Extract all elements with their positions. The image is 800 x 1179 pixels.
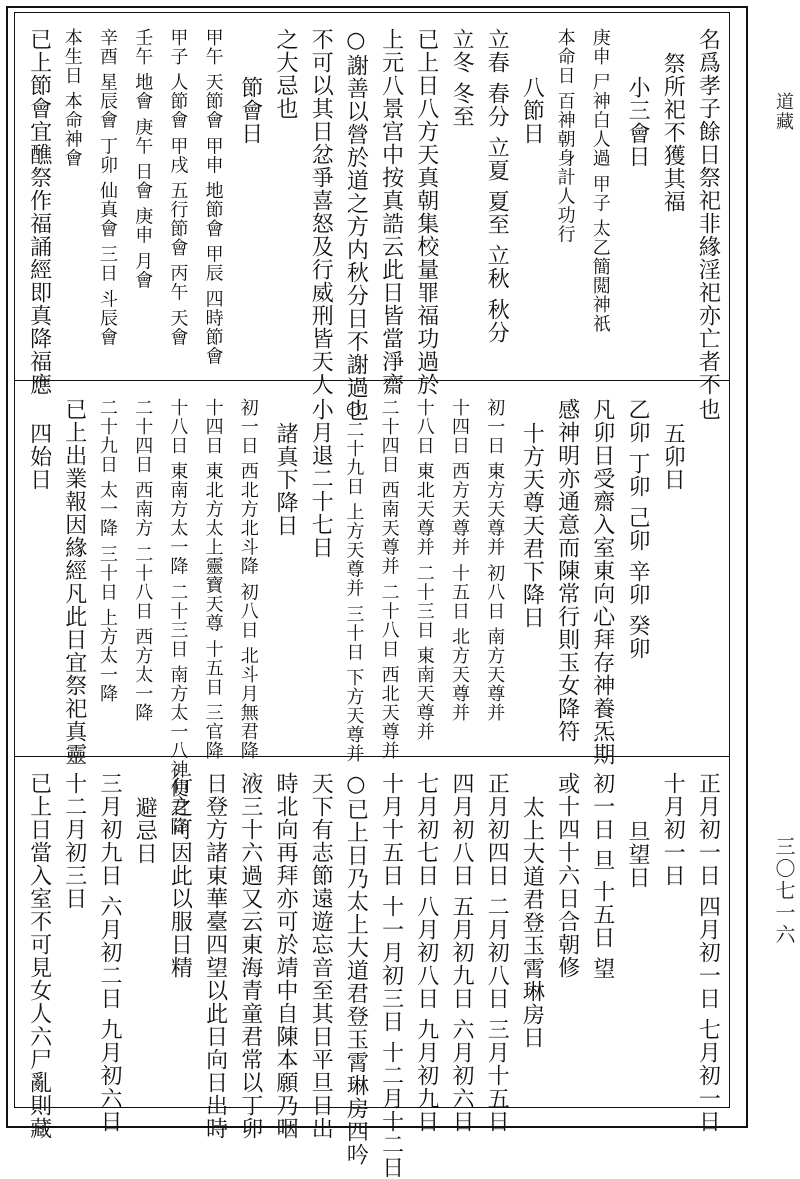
upper-column: 祭所祀不獲其福: [660, 52, 686, 213]
middle-column: 也: [695, 398, 721, 421]
panel-divider-upper: [14, 380, 730, 381]
middle-column: 十方天尊天君下降日: [519, 422, 545, 629]
lower-column: 旦望日: [625, 820, 650, 889]
upper-column: 立冬 冬至: [449, 28, 474, 128]
upper-column: 之大忌也: [273, 28, 298, 120]
upper-column: 甲午 天節會 甲申 地節會 甲辰 四時節會: [202, 28, 224, 366]
middle-column: ○二十九日 上方天尊并 三十日 下方天尊并: [343, 398, 365, 764]
lower-column: 時北向再拜亦可於靖中自陳本願乃咽: [273, 772, 298, 1140]
panel-divider-lower: [14, 756, 730, 757]
middle-column: 初一日 西北方北斗降 初八日 北斗月無君降: [237, 398, 259, 761]
lower-column: 十二月初三日: [61, 772, 87, 910]
lower-column: 七月初七日 八月初八日 九月初九日: [413, 772, 439, 1133]
upper-column: 上元八景宫中按真誥云此日皆當淨齋: [378, 28, 404, 396]
upper-column: 辛酉 星辰會 丁卯 仙真會 三日 斗辰會: [97, 28, 118, 347]
middle-column: 二十四日 西南方 二十八日 西方太一降: [132, 398, 154, 723]
lower-panel: [20, 772, 724, 1179]
upper-column: ○謝善以營於道之方内秋分日不謝過也: [343, 28, 369, 422]
lower-column: 太上大道君登玉霄琳房日: [519, 796, 545, 1049]
middle-column: 十四日 西方天尊并 十五日 北方天尊并: [449, 398, 470, 723]
middle-column: 十四日 東北方太上靈寶天尊 十五日 三官降: [202, 398, 224, 761]
upper-column: 小三會日: [625, 76, 650, 168]
lower-column: 初一日 旦 十五日 望: [589, 772, 615, 980]
lower-column: 天下有志節遠遊忘音至其日平旦日出: [308, 772, 334, 1140]
upper-column: 本生日 本命神會: [61, 28, 83, 168]
middle-column: 初一日 東方天尊并 初八日 南方天尊并: [484, 398, 506, 723]
upper-column: 八節日: [519, 76, 545, 145]
lower-column: 液三十六過又云東海青童君常以丁卯: [237, 772, 263, 1140]
lower-column: 正月初四日 二月初八日 三月十五日: [484, 772, 510, 1133]
upper-column: 立春 春分 立夏 夏至 立秋 秋分: [484, 28, 510, 344]
upper-column: 節會日: [237, 76, 263, 145]
upper-column: 甲子 人節會 甲戌 五行節會 丙午 天會: [167, 28, 189, 347]
upper-column: 庚申 尸神白人過 甲子 太乙簡閲神祇: [589, 28, 611, 334]
lower-column: 四月初八日 五月初九日 六月初六日: [449, 772, 474, 1133]
lower-column: 行之可因此以服日精: [167, 772, 193, 979]
lower-column: ○已上日乃太上大道君登玉霄琳房四吟: [343, 772, 369, 1166]
middle-column: 諸真下降日: [273, 422, 298, 537]
upper-column: 已上日八方天真朝集校量罪福功過於: [413, 28, 439, 396]
lower-column: 或十四十六日合朝修: [554, 772, 580, 979]
middle-column: 五卯日: [660, 422, 686, 491]
middle-column: 二十四日 西南天尊并 二十八日 西北天尊并: [378, 398, 400, 761]
upper-column: 不可以其日忿爭喜怒及行威刑皆天人: [308, 28, 334, 396]
upper-column: 名爲孝子餘日祭祀非緣淫祀亦亡者不: [695, 28, 721, 396]
lower-column: 避忌日: [132, 796, 158, 865]
collection-label: 道藏: [773, 92, 794, 132]
lower-column: 日登方諸東華臺四望以此日向日出時: [202, 772, 228, 1140]
upper-column: 已上節會宜醮祭作福誦經即真降福應: [26, 28, 52, 396]
upper-column: 本命日 百神朝身計人功行: [554, 28, 576, 244]
middle-column: 十八日 東北天尊并 二十三日 東南天尊并: [413, 398, 435, 742]
middle-column: 感神明亦通意而陳常行則玉女降符: [554, 398, 580, 743]
lower-column: 十月初一日: [660, 772, 686, 887]
middle-column: 凡卯日受齋入室東向心拜存神養炁期: [589, 398, 615, 766]
lower-column: 正月初一日 四月初一日 七月初一日: [695, 772, 721, 1133]
middle-column: 乙卯 丁卯 己卯 辛卯 癸卯: [625, 398, 650, 660]
middle-column: 小月退二十七日: [308, 398, 334, 559]
lower-column: 三月初九日 六月初二日 九月初六日: [97, 772, 122, 1133]
page-number: 三〇七一六: [772, 836, 796, 946]
middle-column: 已上出業報因緣經凡此日宜祭祀真靈: [61, 398, 87, 766]
middle-column: 四始日: [26, 422, 52, 491]
middle-column: 十八日 東南方太一降 二十三日 南方太一八神使君降: [167, 398, 189, 837]
lower-column: 十月十五日 十一月初三日 十二月十二日: [378, 772, 404, 1179]
middle-column: 二十九日 太一降 三十日 上方太一降: [97, 398, 118, 704]
upper-panel: [20, 28, 724, 422]
lower-column: 已上日當入室不可見女人六尸亂則藏: [26, 772, 52, 1140]
upper-column: 壬午 地會 庚午 日會 庚申 月會: [132, 28, 154, 290]
